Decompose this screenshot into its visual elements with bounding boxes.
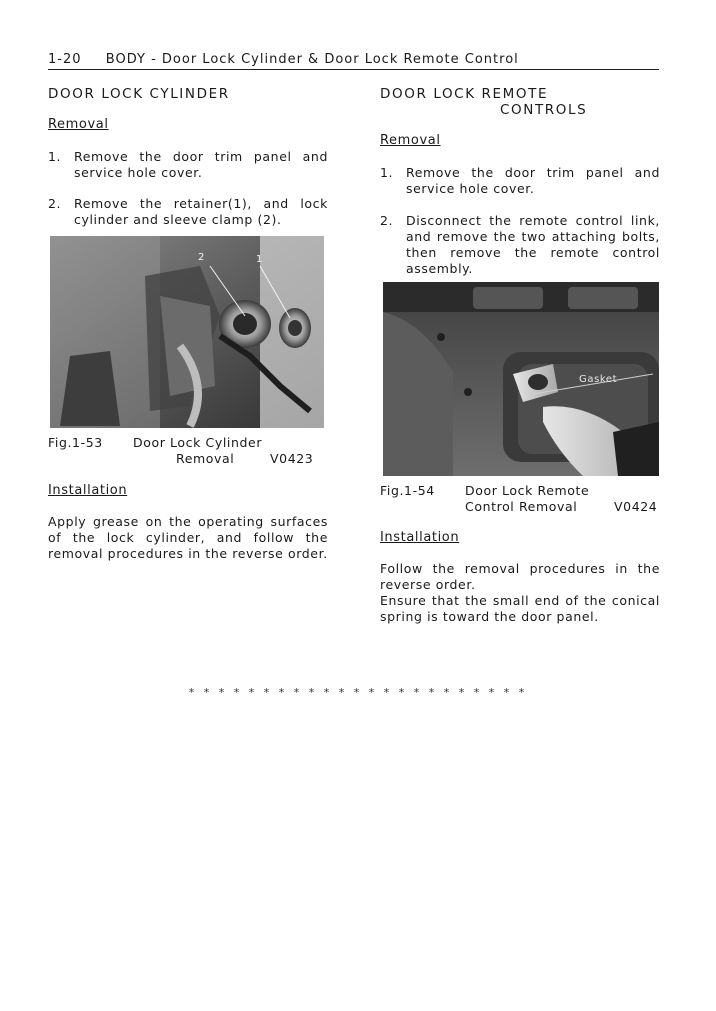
left-removal-heading: Removal [48,117,109,132]
left-installation-heading: Installation [48,483,128,498]
door-lock-remote-photo [383,282,659,476]
right-installation-text-2: Ensure that the small end of the conical spring is toward the door panel. [380,593,660,624]
left-installation-text: Apply grease on the operating surfaces of the lock cylinder, and follow the removal procedures in the reverse order. [48,514,328,561]
right-installation-text-1: Follow the removal procedures in the reverse order. [380,561,660,592]
right-removal-heading: Removal [380,133,441,148]
right-step-2 [380,213,660,277]
fig-1-53-number: Fig.1-53 [48,435,103,450]
left-step-1 [48,149,328,181]
step-text: Disconnect the remote control link, and remove the two attaching bolts, then remove the remote control assembly. [406,213,660,276]
fig-1-54-line2: Control Removal [465,499,578,514]
door-lock-remote-title-line1: DOOR LOCK REMOTE [380,86,549,102]
step-text: Remove the door trim panel and service hole cover. [74,149,328,180]
fig-1-53-code: V0423 [270,451,314,466]
step-number: 2. [380,213,394,228]
section-separator: * * * * * * * * * * * * * * * * * * * * * * * [188,686,528,699]
fig-1-53-line1: Door Lock Cylinder [133,435,263,450]
fig-1-53-line2: Removal [176,451,235,466]
page-number: 1-20 [48,52,82,67]
step-text: Remove the retainer(1), and lock cylinder and sleeve clamp (2). [74,196,328,227]
door-lock-cylinder-photo [50,236,324,428]
step-text: Remove the door trim panel and service hole cover. [406,165,660,196]
door-lock-remote-title-line2: CONTROLS [500,102,588,118]
step-number: 2. [48,196,62,211]
callout-1: 1 [256,254,263,265]
door-lock-cylinder-title: DOOR LOCK CYLINDER [48,86,230,102]
callout-2: 2 [198,252,205,263]
fig-1-54-code: V0424 [614,499,658,514]
left-step-2 [48,196,328,228]
page-header [48,52,659,67]
door-lock-remote-illustration [383,282,659,476]
step-number: 1. [48,149,62,164]
gasket-label: Gasket [579,374,618,385]
step-number: 1. [380,165,394,180]
header-rule [48,69,659,70]
section-title: BODY - Door Lock Cylinder & Door Lock Remote Control [105,52,519,67]
right-step-1 [380,165,660,197]
fig-1-54-line1: Door Lock Remote [465,483,590,498]
door-lock-cylinder-illustration [50,236,324,428]
fig-1-54-number: Fig.1-54 [380,483,435,498]
right-installation-heading: Installation [380,530,460,545]
